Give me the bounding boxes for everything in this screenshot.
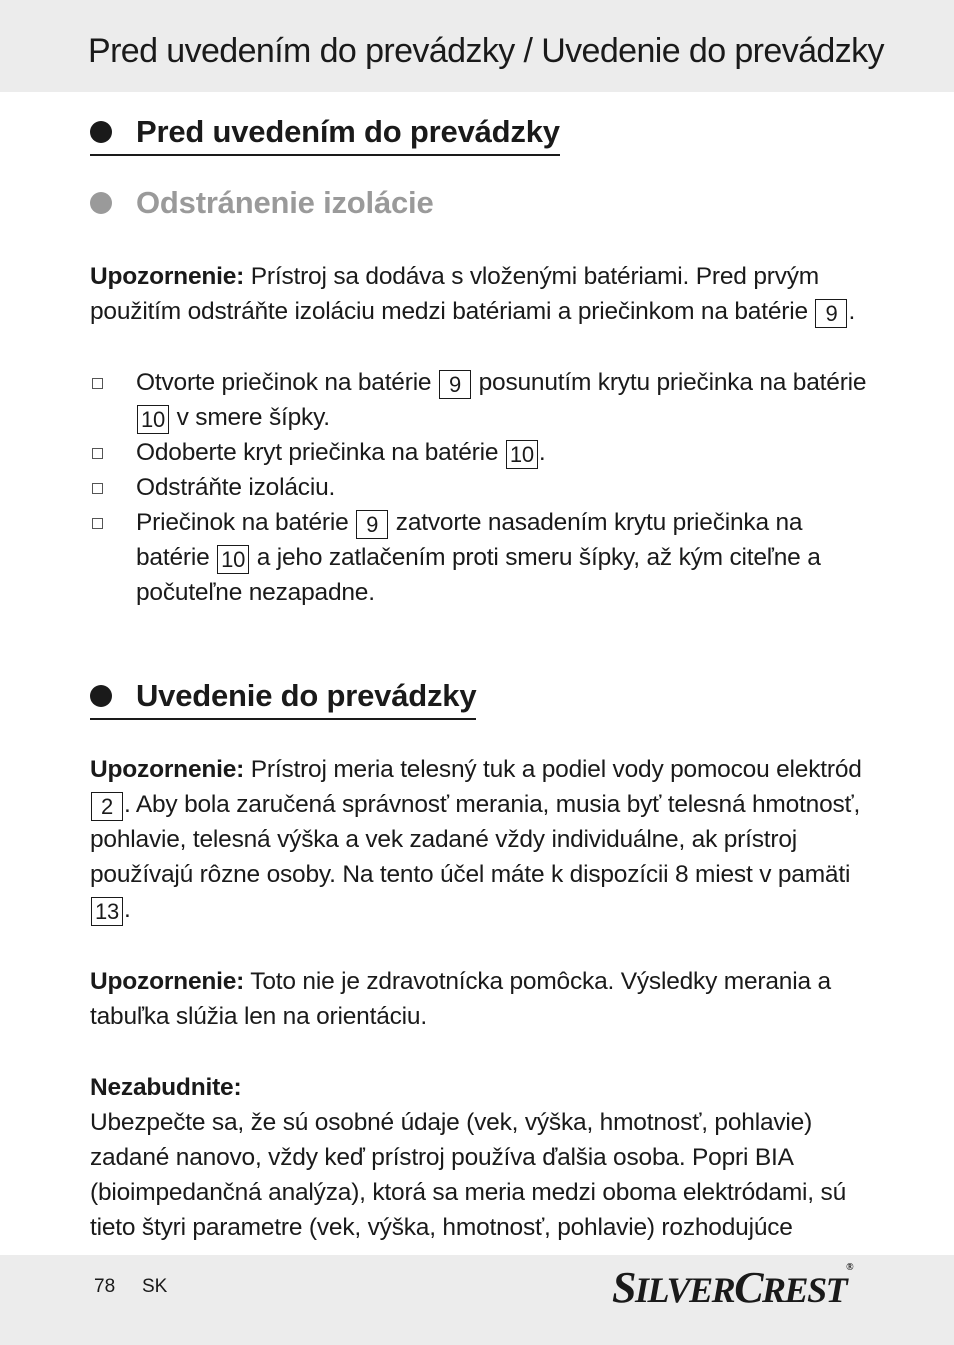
ref-number: 10 (506, 440, 538, 469)
reminder-label: Nezabudnite: (90, 1074, 242, 1101)
list-item: Odstráňte izoláciu. (90, 470, 870, 505)
ref-number: 10 (217, 545, 249, 574)
note-electrodes: Upozornenie: Prístroj meria telesný tuk a podiel vody pomocou elektród 2 . Aby bola zaručená správnosť merania, musia byť telesná hmotnosť, pohlavie, telesná výška a vek zadané vždy individuálne, ak prístroj používajú rôzne osoby. Na tento účel máte k dispozícii 8 miest v pamäti 13 . (90, 756, 862, 924)
checkbox-square-icon (92, 448, 103, 459)
note-label: Upozornenie: (90, 968, 245, 995)
section-title: Pred uvedením do prevádzky (136, 114, 560, 149)
ref-number: 10 (137, 405, 169, 434)
section-heading-uvedenie (90, 676, 476, 720)
checkbox-square-icon (92, 518, 103, 529)
note-insulation: Upozornenie: Prístroj sa dodáva s vloženými batériami. Pred prvým použitím odstráňte izoláciu medzi batériami a priečinkom na batérie 9 . (90, 263, 856, 326)
reminder (90, 1070, 870, 1245)
page-title: Pred uvedením do prevádzky / Uvedenie do prevádzky (88, 32, 884, 70)
ref-number: 9 (439, 370, 471, 399)
section-title: Uvedenie do prevádzky (136, 678, 477, 713)
language-code: SK (142, 1276, 168, 1297)
note-label: Upozornenie: (90, 263, 245, 290)
checkbox-square-icon (92, 378, 103, 389)
section-heading-pred-uvedenim (90, 112, 560, 156)
silvercrest-logo: SILVERCREST® (612, 1262, 854, 1312)
instruction-list (90, 365, 870, 610)
bullet-dot-icon (90, 121, 112, 143)
section-title: Odstránenie izolácie (136, 185, 434, 220)
bullet-dot-icon (90, 685, 112, 707)
list-item: Otvorte priečinok na batérie 9 posunutím krytu priečinka na batérie 10 v smere šípky. (90, 365, 870, 435)
note-medical: Upozornenie: Toto nie je zdravotnícka pomôcka. Výsledky merania a tabuľka slúžia len na orientáciu. (90, 968, 831, 1030)
list-item: Odoberte kryt priečinka na batérie 10 . (90, 435, 870, 470)
page-number: 78 (94, 1276, 116, 1297)
ref-number: 9 (356, 510, 388, 539)
ref-number: 13 (91, 897, 123, 926)
checkbox-square-icon (92, 483, 103, 494)
list-item: Priečinok na batérie 9 zatvorte nasadením krytu priečinka na batérie 10 a jeho zatlačením proti smeru šípky, až kým citeľne a počuteľne nezapadne. (90, 505, 870, 610)
bullet-dot-icon (90, 192, 112, 214)
ref-number: 2 (91, 792, 123, 821)
ref-number: 9 (815, 299, 847, 328)
reminder-text: Ubezpečte sa, že sú osobné údaje (vek, výška, hmotnosť, pohlavie) zadané nanovo, vždy keď prístroj používa ďalšia osoba. Popri BIA (bioimpedančná analýza), ktorá sa meria medzi oboma elektródami, sú tieto štyri parametre (vek, výška, hmotnosť, pohlavie) rozhodujúce (90, 1109, 846, 1241)
section-heading-odstranenie (90, 181, 434, 225)
note-label: Upozornenie: (90, 756, 245, 783)
